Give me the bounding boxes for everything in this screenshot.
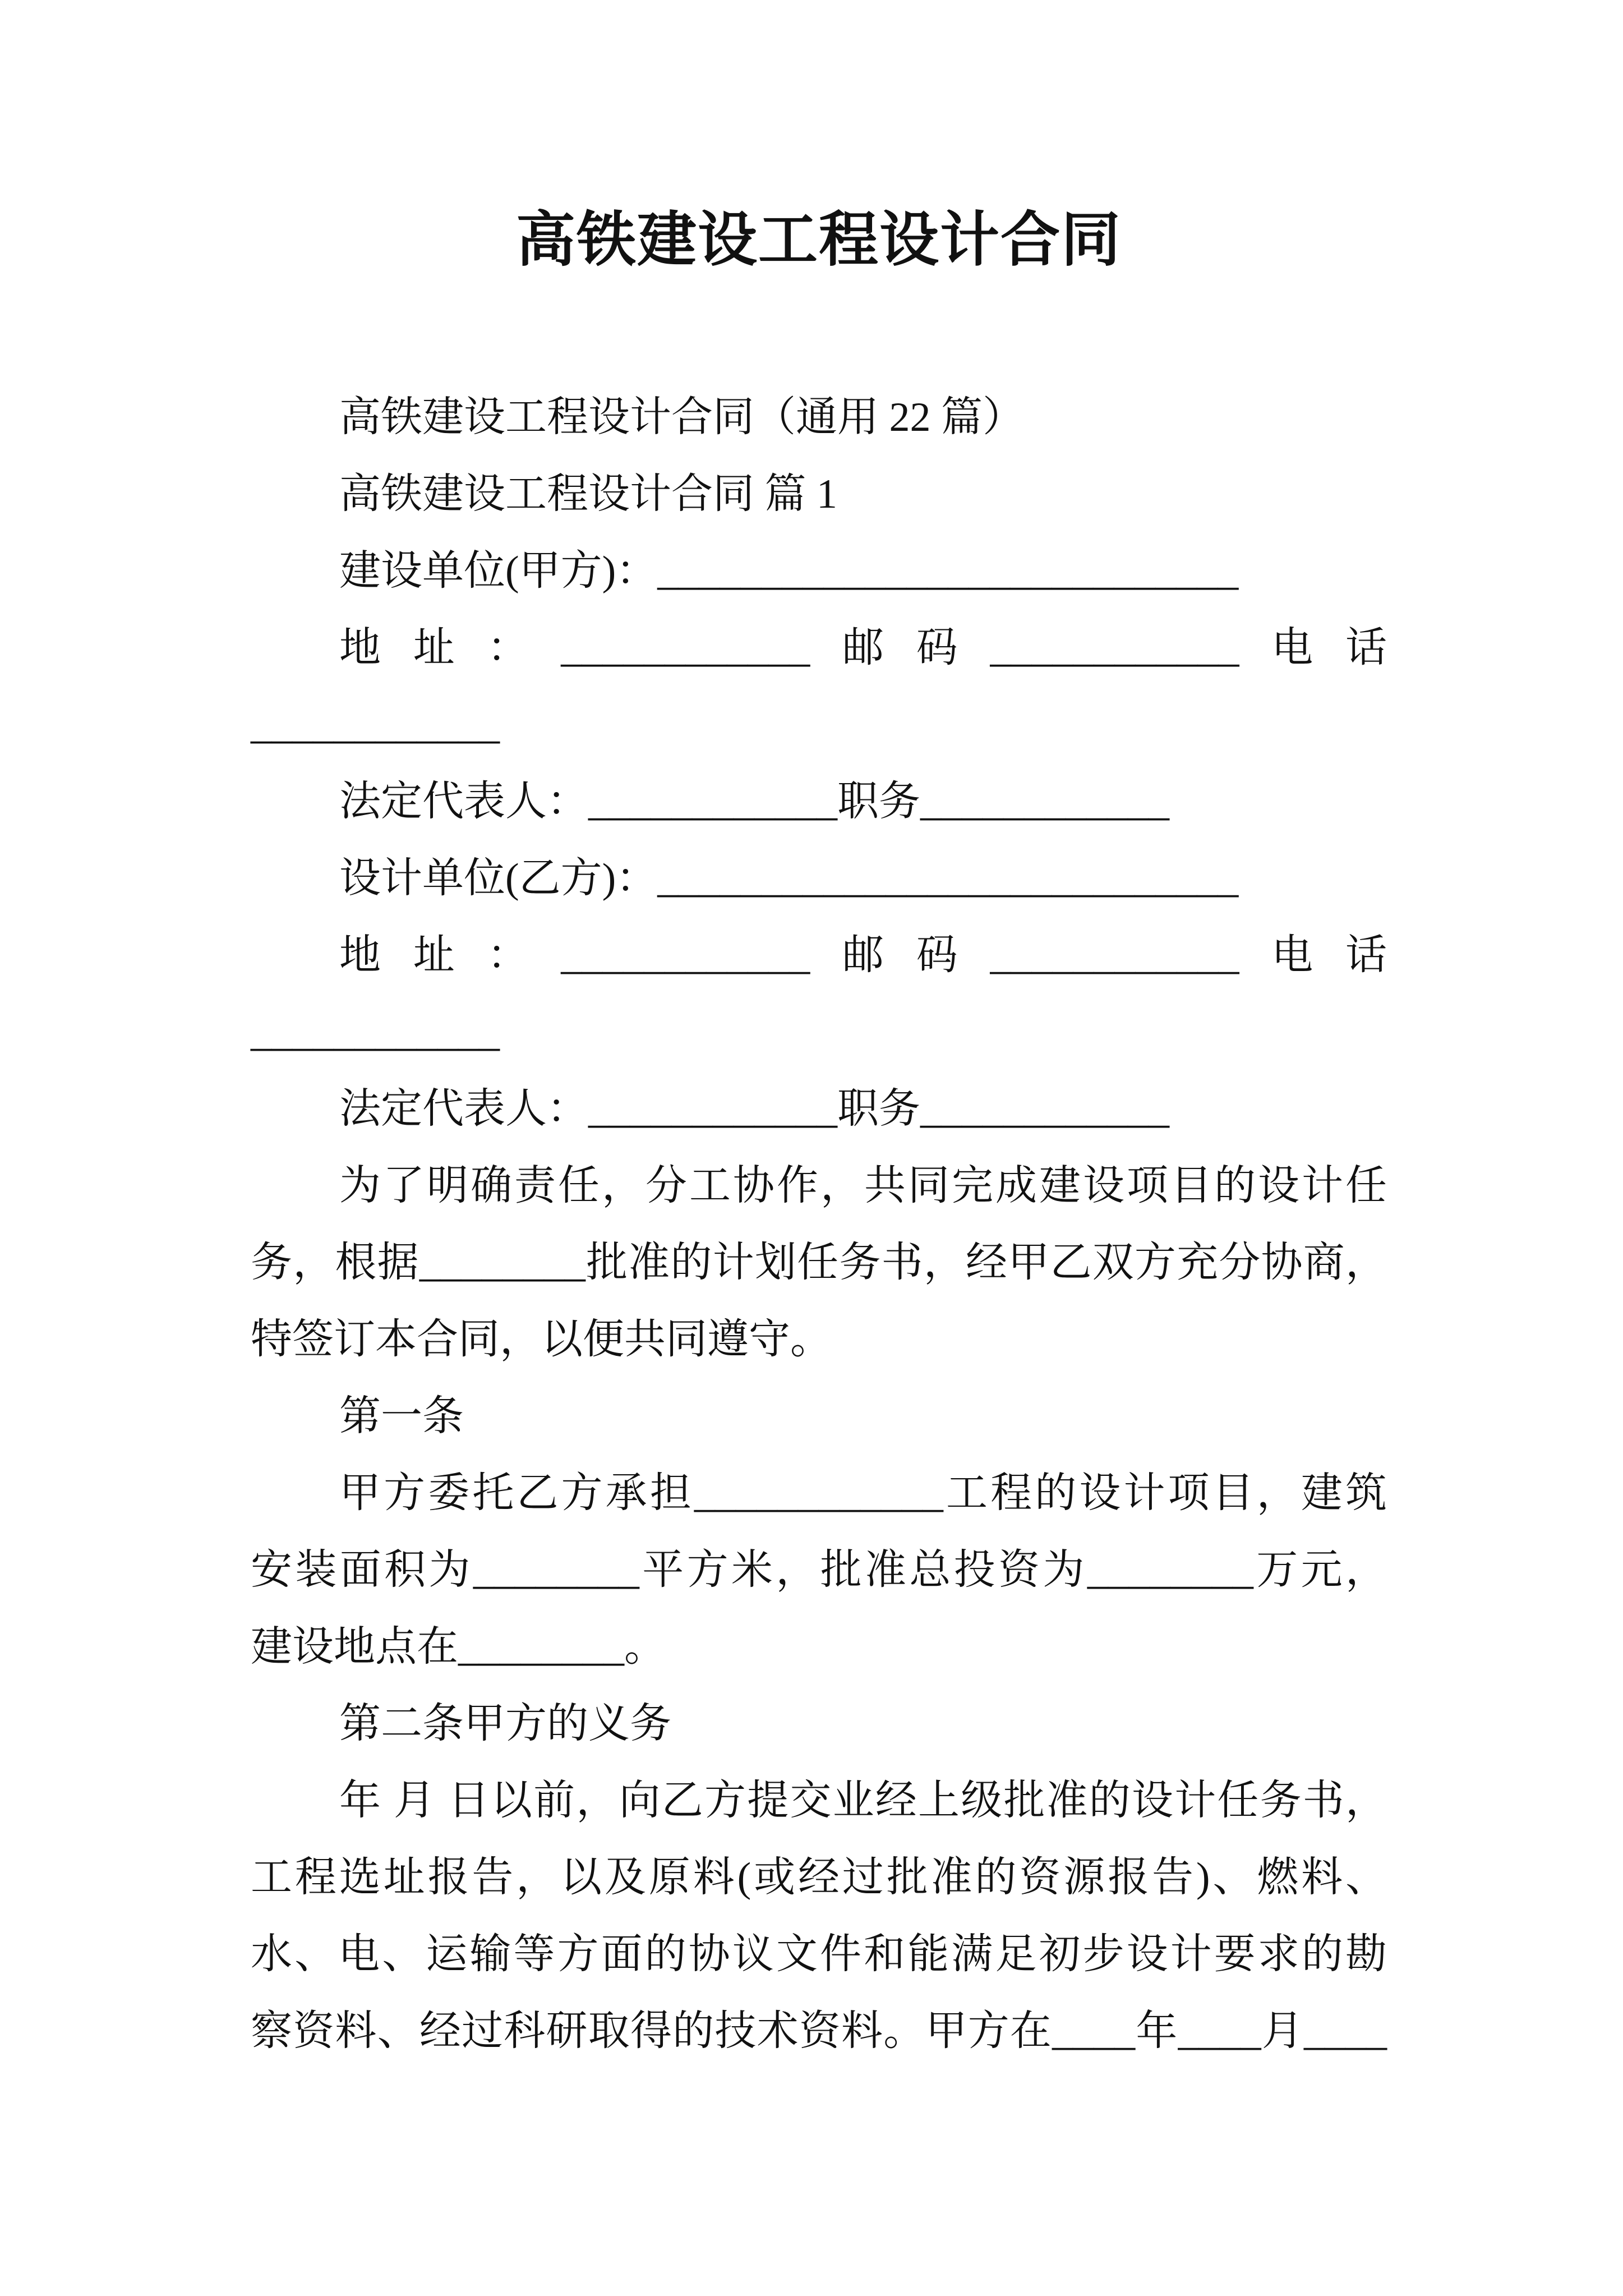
document-title: 高铁建设工程设计合同 <box>516 208 1122 273</box>
preamble-line: 务，根据________批准的计划任务书，经甲乙双方充分协商， <box>251 1240 1387 1286</box>
article-2-text-line: 工程选址报告，以及原料(或经过批准的资源报告)、燃料、 <box>251 1855 1387 1901</box>
article-2-heading: 第二条甲方的义务 <box>339 1701 671 1747</box>
article-2-text-line: 年 月 日以前，向乙方提交业经上级批准的设计任务书， <box>339 1778 1387 1824</box>
party-b-unit-line: 设计单位(乙方)：____________________________ <box>339 855 1239 901</box>
article-1-text-line: 甲方委托乙方承担____________工程的设计项目，建筑 <box>339 1470 1387 1516</box>
article-2-text-line: 水、电、运输等方面的协议文件和能满足初步设计要求的勘 <box>251 1931 1387 1977</box>
article-1-paragraph <box>251 1455 1387 1686</box>
party-a-phone-blank-line: ____________ <box>251 702 500 748</box>
document-subtitle: 高铁建设工程设计合同（通用 22 篇） <box>339 394 1024 440</box>
party-a-block <box>251 533 1387 840</box>
article-1-text-line: 安装面积为________平方米，批准总投资为________万元， <box>251 1547 1387 1593</box>
article-heading: 高铁建设工程设计合同 篇 1 <box>339 471 837 517</box>
party-b-block <box>251 840 1387 1148</box>
preamble-line: 特签订本合同，以便共同遵守。 <box>251 1317 832 1363</box>
document-body <box>251 379 1387 2070</box>
party-b-address-line: 地址：____________邮码____________电话 <box>339 932 1387 978</box>
article-2-paragraph <box>251 1763 1387 2070</box>
article-1-text-line: 建设地点在________。 <box>251 1624 666 1670</box>
party-a-unit-line: 建设单位(甲方)：____________________________ <box>339 548 1239 594</box>
article-2-text-line: 察资料、经过科研取得的技术资料。甲方在____年____月____ <box>251 2008 1387 2054</box>
article-1-heading: 第一条 <box>339 1393 464 1439</box>
preamble-paragraph <box>251 1148 1387 1378</box>
preamble-line: 为了明确责任，分工协作，共同完成建设项目的设计任 <box>339 1163 1387 1209</box>
party-b-phone-blank-line: ____________ <box>251 1009 500 1055</box>
party-a-address-line: 地址：____________邮码____________电话 <box>339 625 1387 671</box>
party-b-legal-representative-line: 法定代表人：____________职务____________ <box>339 1086 1169 1132</box>
party-a-legal-representative-line: 法定代表人：____________职务____________ <box>339 779 1169 825</box>
